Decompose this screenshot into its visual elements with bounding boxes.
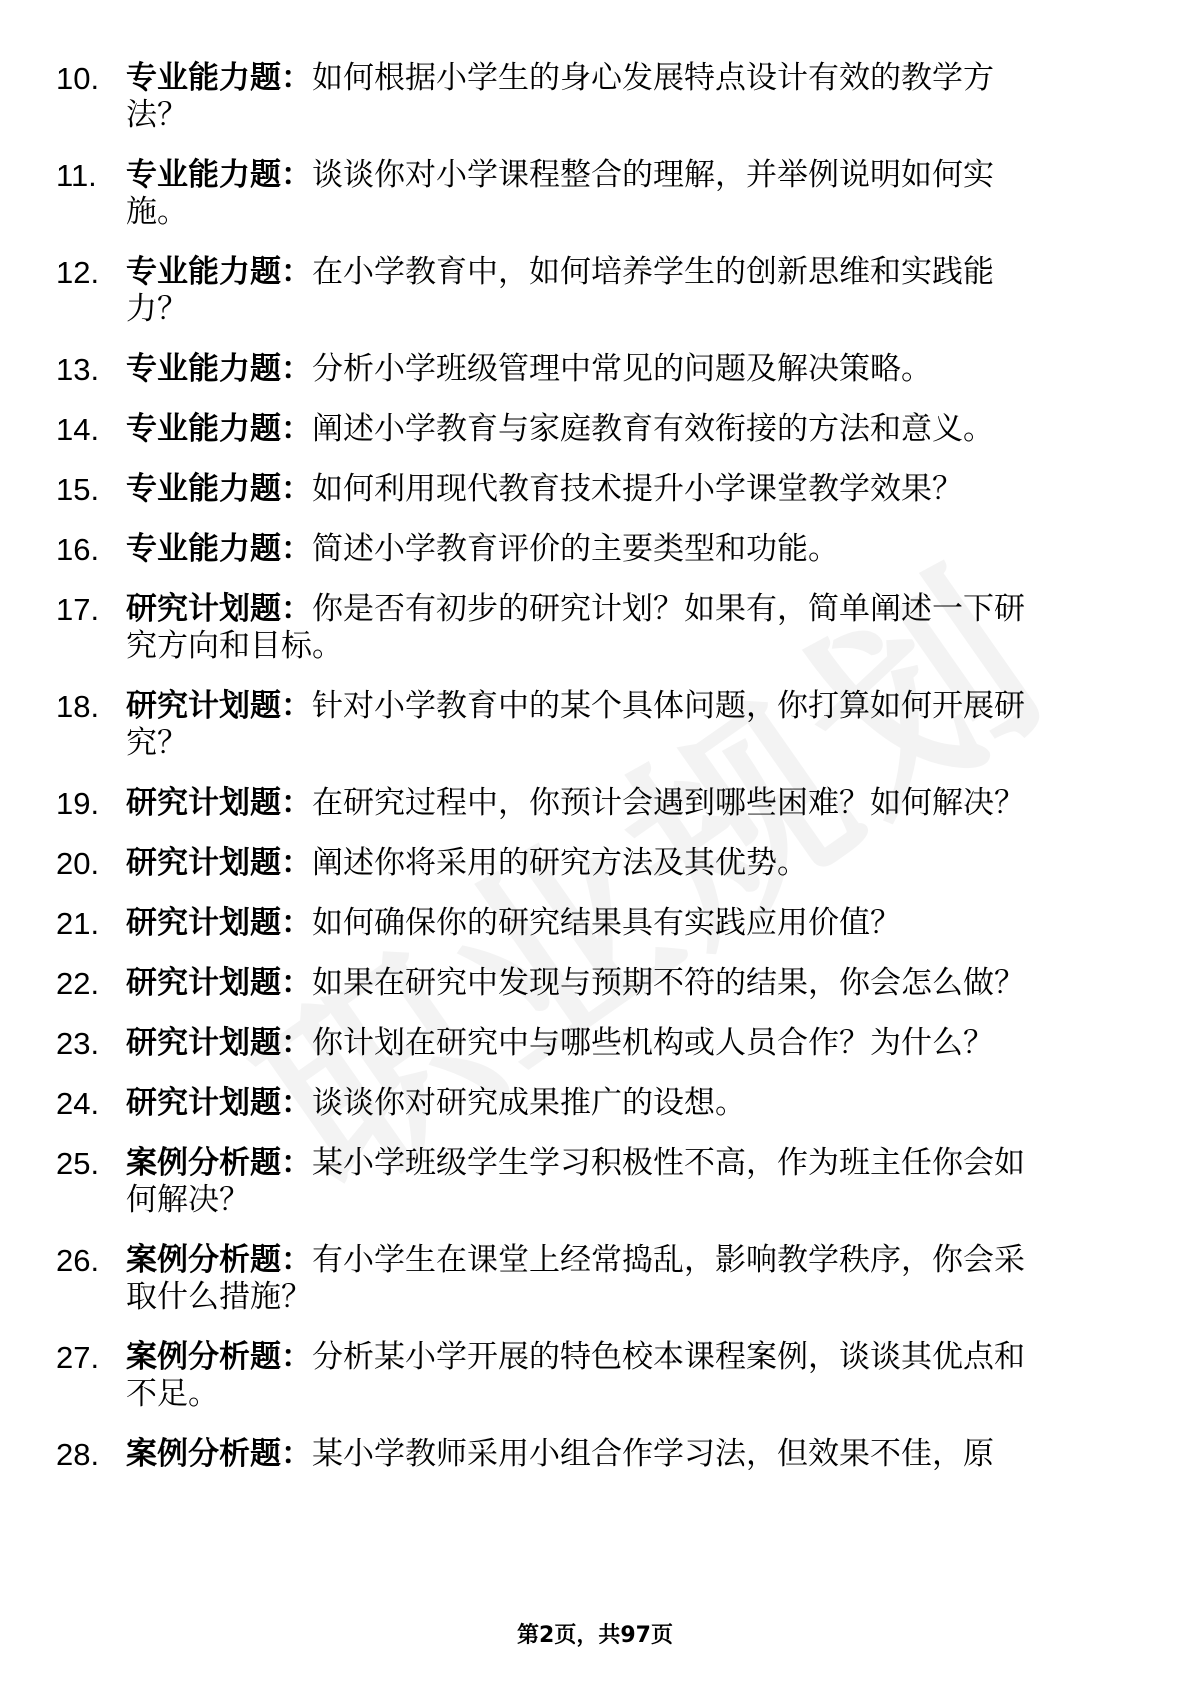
- item-question: 有小学生在课堂上经常捣乱，影响教学秩序，你会采取什么措施？: [126, 1242, 1025, 1315]
- item-text: [126, 905, 1046, 942]
- item-category: 专业能力题：: [126, 531, 312, 567]
- list-item: [56, 157, 1116, 231]
- item-category: 研究计划题：: [126, 688, 312, 724]
- item-number: 25.: [56, 1146, 100, 1181]
- item-number: 23.: [56, 1026, 100, 1061]
- item-text: [126, 254, 1046, 328]
- item-number: 16.: [56, 532, 100, 567]
- item-text: [126, 471, 1046, 508]
- list-item: [56, 531, 1116, 568]
- list-item: [56, 1339, 1116, 1413]
- list-item: [56, 1025, 1116, 1062]
- list-item: [56, 471, 1116, 508]
- item-question: 某小学班级学生学习积极性不高，作为班主任你会如何解决？: [126, 1145, 1025, 1218]
- item-text: [126, 845, 1046, 882]
- item-number: 26.: [56, 1243, 100, 1278]
- item-text: [126, 157, 1046, 231]
- list-item: [56, 1436, 1116, 1473]
- item-category: 研究计划题：: [126, 905, 312, 941]
- item-question: 如果在研究中发现与预期不符的结果，你会怎么做？: [312, 965, 1025, 1001]
- item-text: [126, 351, 1046, 388]
- page-footer: 第2页，共97页: [517, 1623, 673, 1648]
- item-category: 研究计划题：: [126, 965, 312, 1001]
- list-item: [56, 254, 1116, 328]
- item-category: 案例分析题：: [126, 1145, 312, 1181]
- item-question: 如何根据小学生的身心发展特点设计有效的教学方法？: [126, 60, 994, 133]
- item-text: [126, 1145, 1046, 1219]
- item-text: [126, 785, 1046, 822]
- item-category: 专业能力题：: [126, 60, 312, 96]
- list-item: [56, 591, 1116, 665]
- question-list: [56, 60, 1116, 1496]
- item-category: 专业能力题：: [126, 411, 312, 447]
- item-question: 分析小学班级管理中常见的问题及解决策略。: [312, 351, 932, 387]
- item-number: 13.: [56, 352, 100, 387]
- list-item: [56, 905, 1116, 942]
- item-category: 研究计划题：: [126, 1085, 312, 1121]
- list-item: [56, 1085, 1116, 1122]
- list-item: [56, 411, 1116, 448]
- item-question: 谈谈你对研究成果推广的设想。: [312, 1085, 746, 1121]
- item-number: 20.: [56, 846, 100, 881]
- item-question: 在研究过程中，你预计会遇到哪些困难？如何解决？: [312, 785, 1025, 821]
- item-text: [126, 1025, 1046, 1062]
- item-category: 研究计划题：: [126, 845, 312, 881]
- item-question: 分析某小学开展的特色校本课程案例，谈谈其优点和不足。: [126, 1339, 1025, 1412]
- item-text: [126, 1085, 1046, 1122]
- item-category: 案例分析题：: [126, 1339, 312, 1375]
- item-text: [126, 591, 1046, 665]
- item-number: 15.: [56, 472, 100, 507]
- item-question: 如何利用现代教育技术提升小学课堂教学效果？: [312, 471, 963, 507]
- item-number: 21.: [56, 906, 100, 941]
- item-number: 18.: [56, 689, 100, 724]
- item-question: 如何确保你的研究结果具有实践应用价值？: [312, 905, 901, 941]
- item-number: 14.: [56, 412, 100, 447]
- item-category: 专业能力题：: [126, 254, 312, 290]
- item-question: 你是否有初步的研究计划？如果有，简单阐述一下研究方向和目标。: [126, 591, 1025, 664]
- item-text: [126, 1242, 1046, 1316]
- item-text: [126, 965, 1046, 1002]
- item-question: 谈谈你对小学课程整合的理解，并举例说明如何实施。: [126, 157, 994, 230]
- item-text: [126, 411, 1046, 448]
- list-item: [56, 60, 1116, 134]
- item-category: 研究计划题：: [126, 1025, 312, 1061]
- item-category: 专业能力题：: [126, 351, 312, 387]
- item-category: 案例分析题：: [126, 1242, 312, 1278]
- item-number: 28.: [56, 1437, 100, 1472]
- item-number: 22.: [56, 966, 100, 1001]
- item-number: 19.: [56, 786, 100, 821]
- item-text: [126, 688, 1046, 762]
- item-text: [126, 60, 1046, 134]
- item-number: 27.: [56, 1340, 100, 1375]
- item-category: 案例分析题：: [126, 1436, 312, 1472]
- item-number: 12.: [56, 255, 100, 290]
- item-number: 17.: [56, 592, 100, 627]
- item-number: 24.: [56, 1086, 100, 1121]
- item-question: 你计划在研究中与哪些机构或人员合作？为什么？: [312, 1025, 994, 1061]
- list-item: [56, 785, 1116, 822]
- list-item: [56, 1242, 1116, 1316]
- item-category: 专业能力题：: [126, 471, 312, 507]
- item-number: 11.: [56, 158, 97, 193]
- item-question: 在小学教育中，如何培养学生的创新思维和实践能力？: [126, 254, 994, 327]
- list-item: [56, 351, 1116, 388]
- item-question: 简述小学教育评价的主要类型和功能。: [312, 531, 839, 567]
- list-item: [56, 845, 1116, 882]
- item-question: 阐述你将采用的研究方法及其优势。: [312, 845, 808, 881]
- item-text: [126, 531, 1046, 568]
- item-text: [126, 1339, 1046, 1413]
- list-item: [56, 965, 1116, 1002]
- item-question: 针对小学教育中的某个具体问题，你打算如何开展研究？: [126, 688, 1025, 761]
- item-question: 阐述小学教育与家庭教育有效衔接的方法和意义。: [312, 411, 994, 447]
- item-category: 研究计划题：: [126, 785, 312, 821]
- item-category: 研究计划题：: [126, 591, 312, 627]
- item-number: 10.: [56, 61, 100, 96]
- list-item: [56, 688, 1116, 762]
- item-text: [126, 1436, 1046, 1473]
- item-category: 专业能力题：: [126, 157, 312, 193]
- item-question: 某小学教师采用小组合作学习法，但效果不佳，原: [312, 1436, 994, 1472]
- list-item: [56, 1145, 1116, 1219]
